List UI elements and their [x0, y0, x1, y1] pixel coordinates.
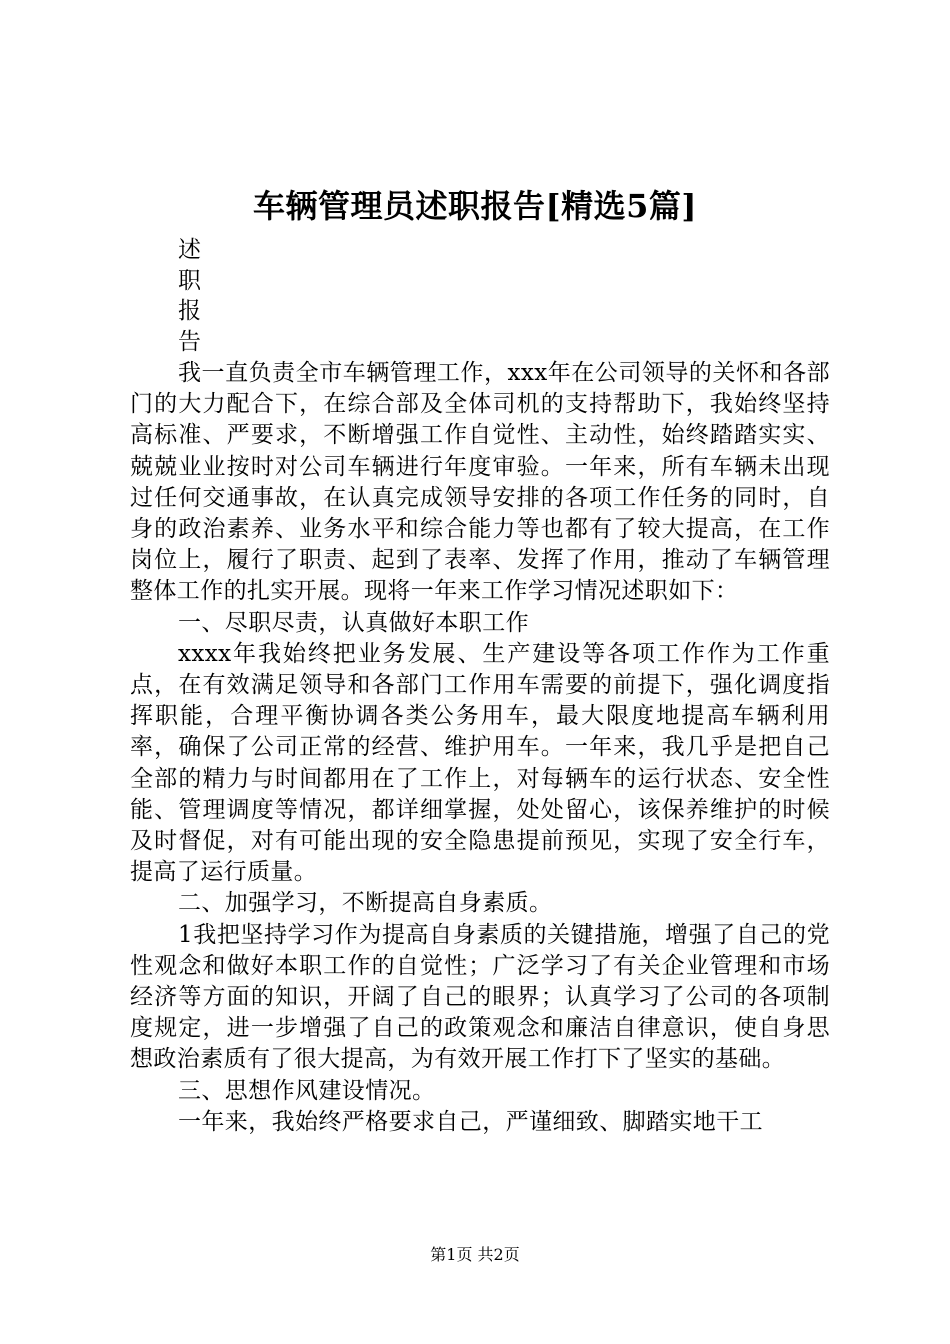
vertical-heading: [178, 235, 208, 357]
section-heading-2: 二、加强学习，不断提高自身素质。: [178, 890, 553, 917]
paragraph-section-1: xxxx年我始终把业务发展、生产建设等各项工作作为工作重点，在有效满足领导和各部门工作用车需要的前提下，强化调度指挥职能，合理平衡协调各类公务用车，最大限度地提高车辆利用率，确保了公司正常的经营、维护用车。一年来，我几乎是把自己全部的精力与时间都用在了工作上，对每辆车的运行状态、安全性能、管理调度等情况，都详细掌握，处处留心，该保养维护的时候及时督促，对有可能出现的安全隐患提前预见，实现了安全行车，提高了运行质量。: [130, 640, 830, 886]
vertical-heading-char: 告: [178, 328, 201, 355]
document-title: 车辆管理员述职报告[精选5篇]: [252, 187, 698, 225]
page-number-footer: 第1页 共2页: [430, 1245, 520, 1264]
paragraph-intro: 我一直负责全市车辆管理工作，xxx年在公司领导的关怀和各部门的大力配合下，在综合部及全体司机的支持帮助下，我始终坚持高标准、严要求，不断增强工作自觉性、主动性，始终踏踏实实、兢兢业业按时对公司车辆进行年度审验。一年来，所有车辆未出现过任何交通事故，在认真完成领导安排的各项工作任务的同时，自身的政治素养、业务水平和综合能力等也都有了较大提高，在工作岗位上，履行了职责、起到了表率、发挥了作用，推动了车辆管理整体工作的扎实开展。现将一年来工作学习情况述职如下：: [130, 360, 830, 605]
document-body: [130, 358, 830, 1138]
section-heading-3: 三、思想作风建设情况。: [178, 1077, 436, 1104]
vertical-heading-char: 职: [178, 267, 201, 294]
section-heading-1: 一、尽职尽责，认真做好本职工作: [178, 609, 529, 636]
paragraph-section-2: 1我把坚持学习作为提高自身素质的关键措施，增强了自己的党性观念和做好本职工作的自觉性；广泛学习了有关企业管理和市场经济等方面的知识，开阔了自己的眼界；认真学习了公司的各项制度规定，进一步增强了自己的政策观念和廉洁自律意识，使自身思想政治素质有了很大提高，为有效开展工作打下了坚实的基础。: [130, 921, 830, 1073]
paragraph-section-3: 一年来，我始终严格要求自己，严谨细致、脚踏实地干工: [178, 1108, 763, 1135]
vertical-heading-char: 述: [178, 237, 201, 263]
vertical-heading-char: 报: [178, 298, 201, 324]
